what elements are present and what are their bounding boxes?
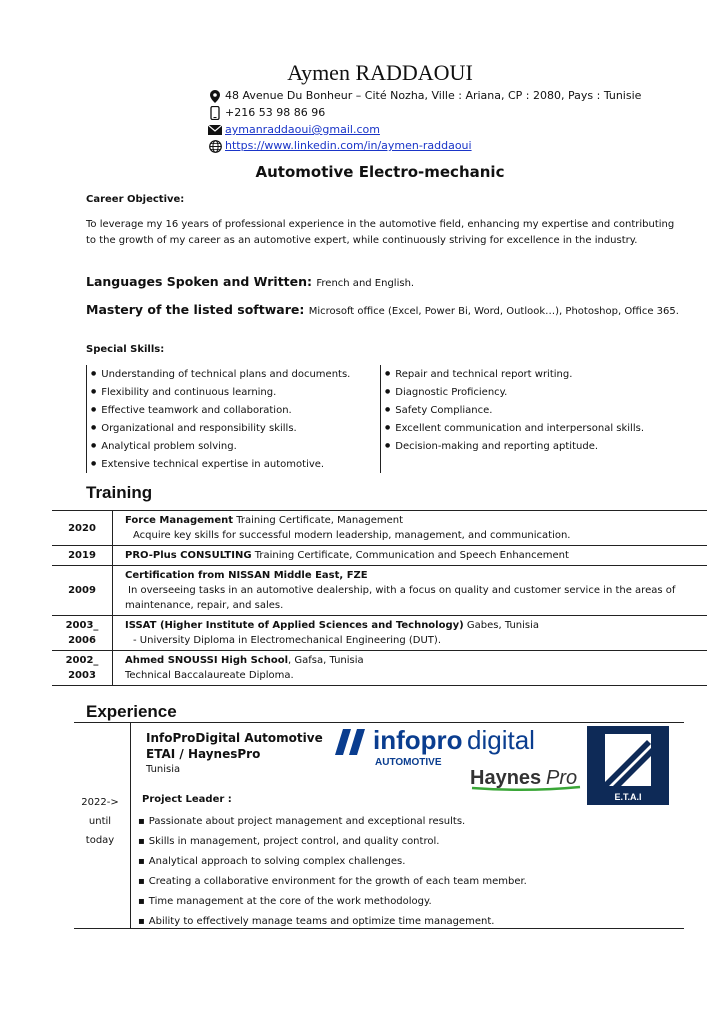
skill-item: ● Extensive technical expertise in automotive. xyxy=(91,455,376,473)
training-year: 2002_ 2003 xyxy=(52,651,113,686)
list-item: ▪ Creating a collaborative environment for the growth of each team member. xyxy=(138,872,527,892)
skill-item: ● Diagnostic Proficiency. xyxy=(385,383,644,401)
table-row xyxy=(52,546,707,566)
software-line xyxy=(86,301,686,320)
career-objective-text: To leverage my 16 years of professional experience in the automotive field, enhancing my expertise and contributing to the growth of my career as an automotive expert, while continuously striving for excellence in the industry. xyxy=(86,219,675,246)
training-entry: PRO-Plus CONSULTING Training Certificate, Communication and Speech Enhancement xyxy=(113,546,708,566)
skill-item: ● Decision-making and reporting aptitude. xyxy=(385,437,644,455)
address-line xyxy=(208,88,641,104)
job-role: Project Leader : xyxy=(142,794,232,805)
skills-table xyxy=(86,365,671,473)
table-row xyxy=(52,566,707,616)
training-entry: Ahmed SNOUSSI High School, Gafsa, Tunisia Technical Baccalaureate Diploma. xyxy=(113,651,708,686)
svg-text:digital: digital xyxy=(467,725,535,755)
skill-item: ● Flexibility and continuous learning. xyxy=(91,383,376,401)
job-title: Automotive Electro-mechanic xyxy=(255,163,505,181)
experience-divider xyxy=(130,722,131,928)
skill-item: ● Effective teamwork and collaboration. xyxy=(91,401,376,419)
experience-bullets xyxy=(138,812,527,932)
email-line xyxy=(208,122,380,138)
software-value: Microsoft office (Excel, Power Bi, Word, Outlook…), Photoshop, Office 365. xyxy=(308,306,679,317)
haynespro-logo xyxy=(470,762,584,792)
experience-divider xyxy=(74,722,684,723)
phone-icon xyxy=(208,106,222,120)
list-item: ▪ Analytical approach to solving complex challenges. xyxy=(138,852,527,872)
company-location: Tunisia xyxy=(146,764,181,775)
skill-item: ● Analytical problem solving. xyxy=(91,437,376,455)
envelope-icon xyxy=(208,123,222,137)
training-heading: Training xyxy=(86,483,153,502)
address-text: 48 Avenue Du Bonheur – Cité Nozha, Ville : Ariana, CP : 2080, Pays : Tunisie xyxy=(225,89,642,102)
linkedin-line xyxy=(208,138,472,154)
experience-dates: 2022-> until today xyxy=(81,797,119,846)
svg-text:Pro: Pro xyxy=(546,767,578,789)
linkedin-link[interactable]: https://www.linkedin.com/in/aymen-raddaoui xyxy=(225,139,472,152)
software-label: Mastery of the listed software: xyxy=(86,302,305,317)
list-item: ▪ Ability to effectively manage teams and optimize time management. xyxy=(138,912,527,932)
career-objective-label: Career Objective: xyxy=(86,194,185,205)
table-row xyxy=(52,651,707,686)
infoprodigital-logo xyxy=(331,725,543,767)
skills-column-right xyxy=(381,365,648,473)
training-year: 2003_ 2006 xyxy=(52,616,113,651)
languages-value: French and English. xyxy=(316,278,415,289)
candidate-name: Aymen RADDAOUI xyxy=(287,60,473,85)
svg-text:infopro: infopro xyxy=(373,725,463,755)
company-name: InfoProDigital Automotive ETAI / HaynesPro xyxy=(146,731,323,761)
table-row xyxy=(52,616,707,651)
training-entry: Certification from NISSAN Middle East, FZE In overseeing tasks in an automotive dealership, with a focus on quality and customer service in the areas of maintenance, repair, and sales. xyxy=(113,566,708,616)
training-year: 2020 xyxy=(52,511,113,546)
skill-item: ● Organizational and responsibility skills. xyxy=(91,419,376,437)
languages-line xyxy=(86,274,686,292)
skill-item: ● Excellent communication and interpersonal skills. xyxy=(385,419,644,437)
list-item: ▪ Skills in management, project control, and quality control. xyxy=(138,832,527,852)
phone-text: +216 53 98 86 96 xyxy=(225,106,326,119)
skill-item: ● Repair and technical report writing. xyxy=(385,365,644,383)
languages-label: Languages Spoken and Written: xyxy=(86,274,313,289)
svg-text:AUTOMOTIVE: AUTOMOTIVE xyxy=(375,757,442,767)
email-link[interactable]: aymanraddaoui@gmail.com xyxy=(225,123,380,136)
etai-logo xyxy=(587,726,669,805)
skill-item: ● Understanding of technical plans and documents. xyxy=(91,365,376,383)
training-year: 2019 xyxy=(52,546,113,566)
globe-icon xyxy=(208,139,222,153)
skills-column-left xyxy=(86,365,381,473)
table-row xyxy=(52,511,707,546)
location-pin-icon xyxy=(208,89,222,103)
svg-text:E.T.A.I: E.T.A.I xyxy=(614,792,642,802)
experience-heading: Experience xyxy=(86,702,177,721)
list-item: ▪ Time management at the core of the work methodology. xyxy=(138,892,527,912)
training-entry: Force Management Training Certificate, Management Acquire key skills for successful modern leadership, management, and communication. xyxy=(113,511,708,546)
skill-item: ● Safety Compliance. xyxy=(385,401,644,419)
training-table xyxy=(52,510,707,686)
phone-line xyxy=(208,105,325,121)
training-entry: ISSAT (Higher Institute of Applied Sciences and Technology) Gabes, Tunisia - University Diploma in Electromechanical Engineering (DUT). xyxy=(113,616,708,651)
svg-text:Haynes: Haynes xyxy=(470,767,542,789)
training-year: 2009 xyxy=(52,566,113,616)
list-item: ▪ Passionate about project management and exceptional results. xyxy=(138,812,527,832)
special-skills-label: Special Skills: xyxy=(86,344,165,355)
